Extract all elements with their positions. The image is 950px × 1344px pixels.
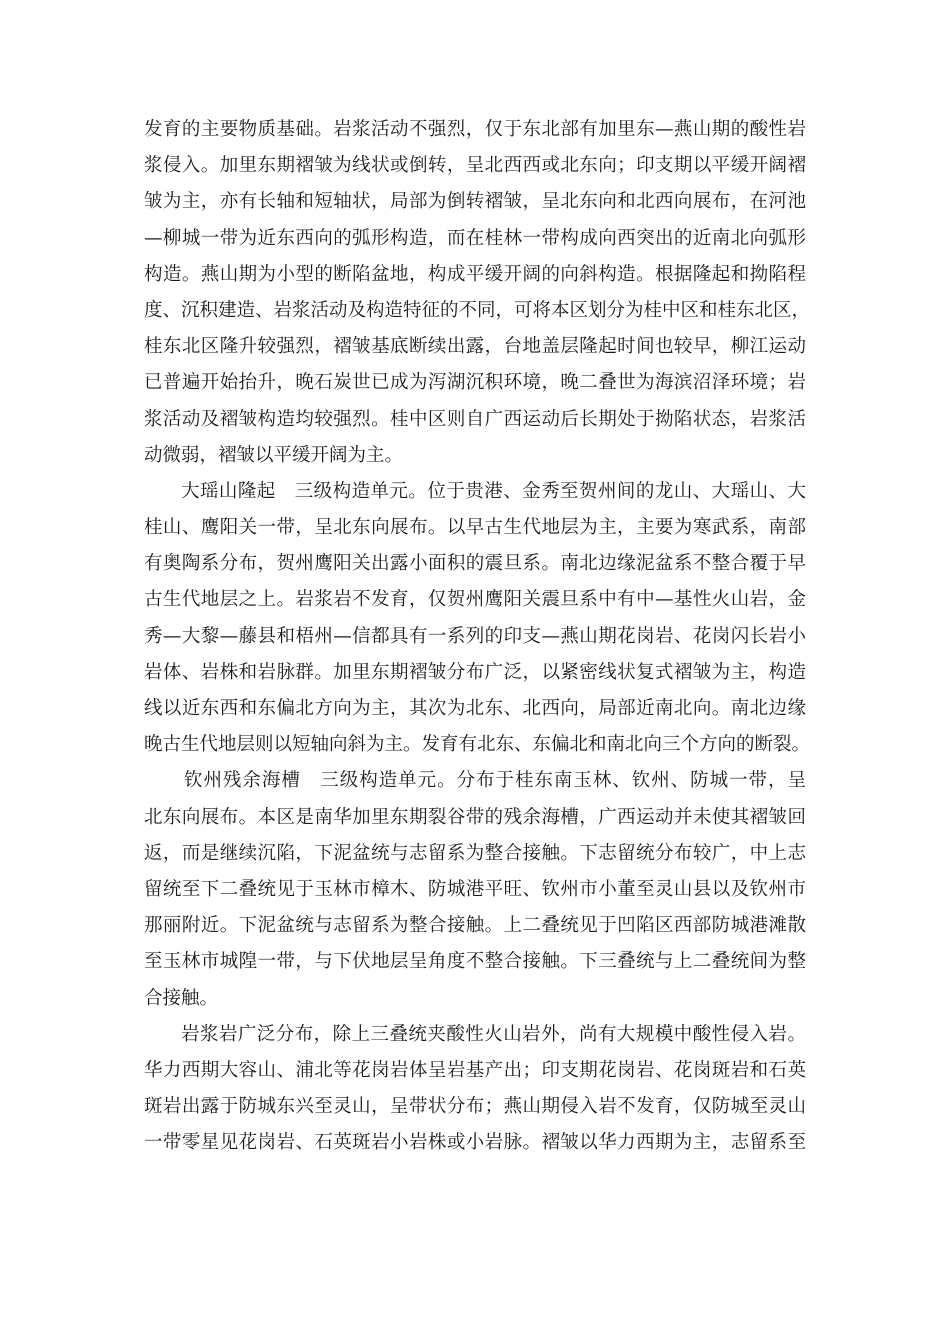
text-line: 桂山、鹰阳关一带，呈北东向展布。以早古生代地层为主，主要为寒武系，南部 — [144, 517, 806, 539]
text-line: 发育的主要物质基础。岩浆活动不强烈，仅于东北部有加里东—燕山期的酸性岩 — [144, 119, 806, 140]
text-line: 岩浆岩广泛分布，除上三叠统夹酸性火山岩外，尚有大规模中酸性侵入岩。 — [181, 1023, 806, 1045]
paragraph — [144, 1017, 806, 1162]
text-line: 浆活动及褶皱构造均较强烈。桂中区则自广西运动后长期处于拗陷状态，岩浆活 — [144, 408, 806, 430]
paragraph — [144, 474, 811, 764]
text-line: 皱为主，亦有长轴和短轴状，局部为倒转褶皱，呈北东向和北西向展布，在河池 — [144, 191, 806, 213]
text-line: 有奥陶系分布，贺州鹰阳关出露小面积的震旦系。南北边缘泥盆系不整合覆于早 — [144, 553, 806, 575]
text-line: 动微弱，褶皱以平缓开阔为主。 — [144, 444, 404, 466]
text-line: 晚古生代地层则以短轴向斜为主。发育有北东、东偏北和南北向三个方向的断裂。 — [144, 734, 811, 756]
text-line: 大瑶山隆起 三级构造单元。位于贵港、金秀至贺州间的龙山、大瑶山、大 — [181, 480, 806, 502]
text-line: 浆侵入。加里东期褶皱为线状或倒转，呈北西西或北东向；印支期以平缓开阔褶 — [144, 155, 806, 177]
text-line: 构造。燕山期为小型的断陷盆地，构成平缓开阔的向斜构造。根据隆起和拗陷程 — [144, 263, 806, 285]
text-line: 已普遍开始抬升，晚石炭世已成为泻湖沉积环境，晚二叠世为海滨沼泽环境；岩 — [144, 372, 806, 394]
text-line: 至玉林市城隍一带，与下伏地层呈角度不整合接触。下三叠统与上二叠统间为整 — [144, 951, 806, 973]
text-line: 合接触。 — [144, 987, 219, 1009]
text-line: 斑岩出露于防城东兴至灵山，呈带状分布；燕山期侵入岩不发育，仅防城至灵山 — [144, 1096, 806, 1118]
paragraph — [144, 763, 806, 1016]
text-line: 钦州残余海槽 三级构造单元。分布于桂东南玉林、钦州、防城一带，呈 — [184, 770, 806, 792]
text-line: 秀—大黎—藤县和梧州—信都具有一系列的印支—燕山期花岗岩、花岗闪长岩小 — [144, 625, 806, 647]
text-line: 北东向展布。本区是南华加里东期裂谷带的残余海槽，广西运动并未使其褶皱回 — [144, 806, 806, 828]
text-line: 华力西期大容山、浦北等花岗岩体呈岩基产出；印支期花岗岩、花岗斑岩和石英 — [144, 1059, 806, 1081]
text-line: —柳城一带为近东西向的弧形构造，而在桂林一带构成向西突出的近南北向弧形 — [144, 227, 806, 249]
paragraph — [144, 112, 811, 474]
text-line: 线以近东西和东偏北方向为主，其次为北东、北西向，局部近南北向。南北边缘 — [144, 698, 806, 719]
text-line: 那丽附近。下泥盆统与志留系为整合接触。上二叠统见于凹陷区西部防城港滩散 — [144, 915, 806, 937]
text-line: 桂东北区隆升较强烈，褶皱基底断续出露，台地盖层隆起时间也较早，柳江运动 — [144, 336, 806, 358]
text-line: 古生代地层之上。岩浆岩不发育，仅贺州鹰阳关震旦系中有中—基性火山岩，金 — [144, 589, 806, 611]
text-line: 返，而是继续沉陷，下泥盆统与志留系为整合接触。下志留统分布较广，中上志 — [144, 842, 806, 864]
text-line: 岩体、岩株和岩脉群。加里东期褶皱分布广泛，以紧密线状复式褶皱为主，构造 — [144, 661, 806, 683]
text-line: 留统至下二叠统见于玉林市樟木、防城港平旺、钦州市小董至灵山县以及钦州市 — [144, 878, 806, 900]
document-body — [144, 112, 811, 1161]
text-line: 度、沉积建造、岩浆活动及构造特征的不同，可将本区划分为桂中区和桂东北区， — [144, 299, 811, 321]
text-line: 一带零星见花岗岩、石英斑岩小岩株或小岩脉。褶皱以华力西期为主，志留系至 — [144, 1132, 806, 1154]
